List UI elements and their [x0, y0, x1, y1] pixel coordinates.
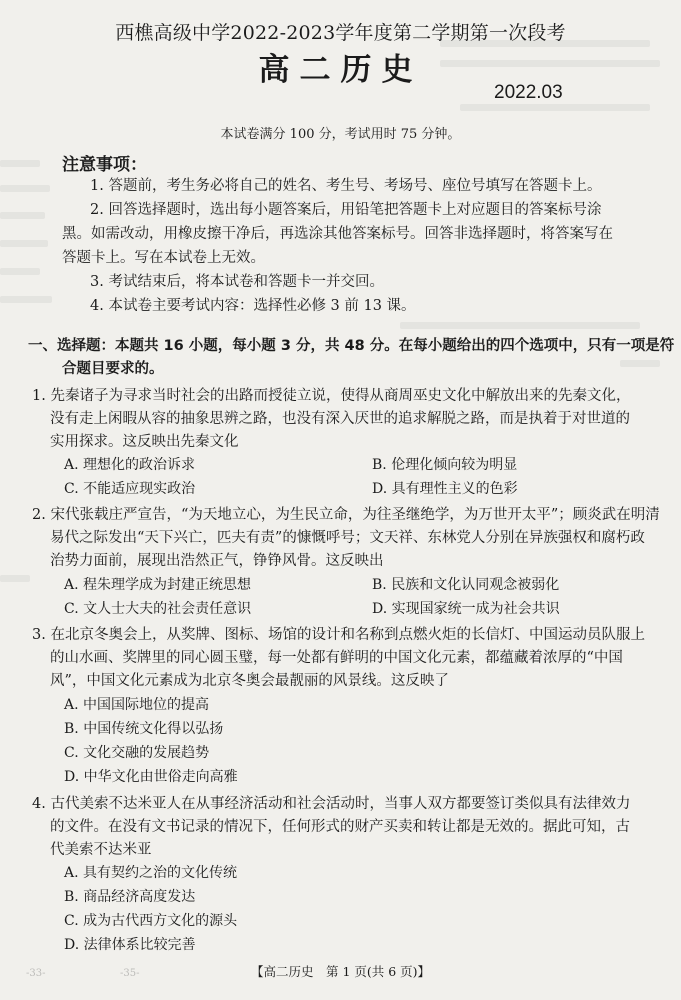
page-footer: 【高二历史 第 1 页(共 6 页)】: [250, 964, 431, 979]
notice-title: 注意事项：: [62, 155, 147, 175]
option-a: A. 理想化的政治诉求: [64, 457, 196, 473]
school-exam-title: 西樵高级中学2022-2023学年度第二学期第一次段考: [115, 22, 566, 44]
footer-stub-mid: -35-: [120, 968, 140, 979]
question-stem: 治势力面前，展现出浩然正气，铮铮风骨。这反映出: [50, 553, 384, 569]
option-b: B. 中国传统文化得以弘扬: [64, 721, 224, 737]
notice-line: 1. 答题前，考生务必将自己的姓名、考生号、考场号、座位号填写在答题卡上。: [90, 178, 602, 194]
option-b: B. 商品经济高度发达: [64, 889, 196, 905]
question-stem: 代美索不达米亚: [50, 842, 152, 858]
option-d: D. 具有理性主义的色彩: [372, 481, 518, 497]
section-heading: 一、选择题：本题共 16 小题，每小题 3 分，共 48 分。在每小题给出的四个选项中，只有一项是符: [28, 338, 675, 354]
question-stem: 4. 古代美索不达米亚人在从事经济活动和社会活动时，当事人双方都要签订类似具有法律效力: [32, 796, 631, 812]
footer-stub-left: -33-: [26, 968, 46, 979]
option-a: A. 具有契约之治的文化传统: [64, 865, 238, 881]
notice-line: 2. 回答选择题时，选出每小题答案后，用铅笔把答题卡上对应题目的答案标号涂: [90, 202, 602, 218]
section-heading-cont: 合题目要求的。: [62, 361, 164, 377]
question-stem: 的山水画、奖牌里的同心圆玉璧，每一处都有鲜明的中国文化元素，都蕴藏着浓厚的“中国: [50, 650, 623, 666]
notice-line: 答题卡上。写在本试卷上无效。: [62, 250, 265, 266]
option-b: B. 民族和文化认同观念被弱化: [372, 577, 560, 593]
subject-title: 高二历史: [258, 52, 423, 88]
question-stem: 3. 在北京冬奥会上，从奖牌、图标、场馆的设计和名称到点燃火炬的长信灯、中国运动员队服上: [32, 627, 645, 643]
question-stem: 实用探求。这反映出先秦文化: [50, 434, 239, 450]
option-d: D. 实现国家统一成为社会共识: [372, 601, 560, 617]
question-stem: 1. 先秦诸子为寻求当时社会的出路而授徒立说，使得从商周巫史文化中解放出来的先秦文化，: [32, 388, 631, 404]
option-a: A. 程朱理学成为封建正统思想: [64, 577, 252, 593]
option-d: D. 中华文化由世俗走向高雅: [64, 769, 238, 785]
option-b: B. 伦理化倾向较为明显: [372, 457, 518, 473]
option-c: C. 文人士大夫的社会责任意识: [64, 601, 252, 617]
question-stem: 没有走上闲暇从容的抽象思辨之路，也没有深入厌世的追求解脱之路，而是执着于对世道的: [50, 411, 630, 427]
notice-line: 黑。如需改动，用橡皮擦干净后，再选涂其他答案标号。回答非选择题时，将答案写在: [62, 226, 613, 242]
option-a: A. 中国国际地位的提高: [64, 697, 210, 713]
exam-date: 2022.03: [494, 82, 563, 103]
option-c: C. 不能适应现实政治: [64, 481, 196, 497]
notice-line: 3. 考试结束后，将本试卷和答题卡一并交回。: [90, 274, 384, 290]
notice-line: 4. 本试卷主要考试内容：选择性必修 3 前 13 课。: [90, 298, 416, 314]
question-stem: 的文件。在没有文书记录的情况下，任何形式的财产买卖和转让都是无效的。据此可知，古: [50, 819, 630, 835]
option-d: D. 法律体系比较完善: [64, 937, 196, 953]
question-stem: 2. 宋代张载庄严宣告，“为天地立心，为生民立命，为往圣继绝学，为万世开太平”；顾炎武在明清: [32, 507, 660, 523]
option-c: C. 成为古代西方文化的源头: [64, 913, 238, 929]
question-stem: 风”，中国文化元素成为北京冬奥会最靓丽的风景线。这反映了: [50, 673, 449, 689]
score-time-info: 本试卷满分 100 分，考试用时 75 分钟。: [220, 127, 461, 142]
question-stem: 易代之际发出“天下兴亡，匹夫有责”的慷慨呼号；文天祥、东林党人分别在异族强权和腐朽政: [50, 530, 645, 546]
option-c: C. 文化交融的发展趋势: [64, 745, 210, 761]
